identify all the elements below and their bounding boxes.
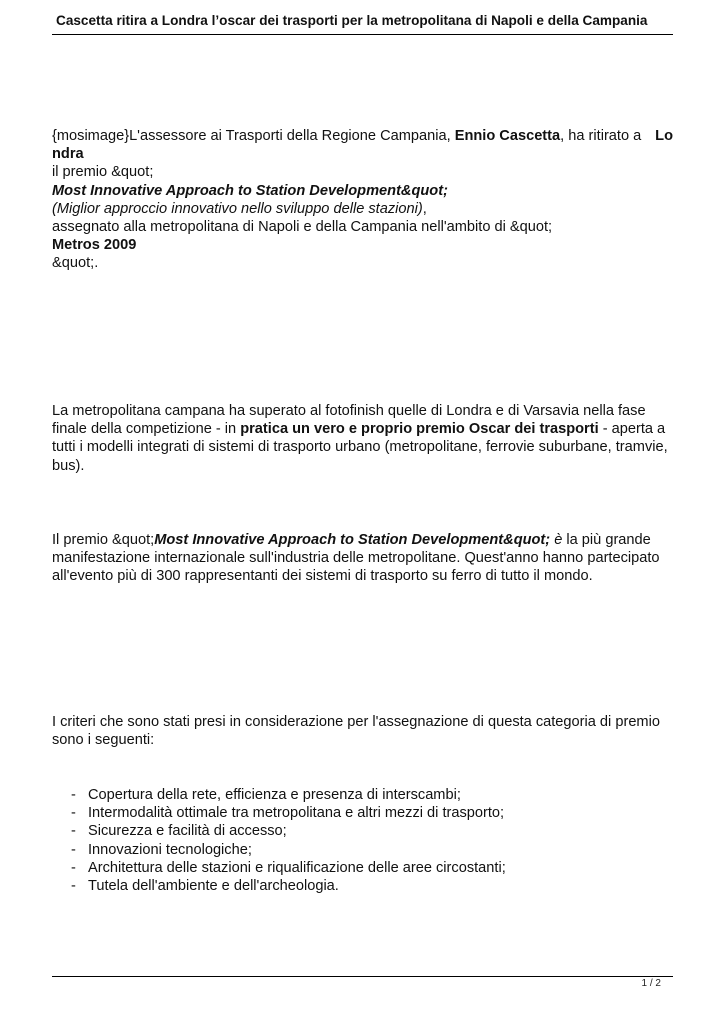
award-name: Most Innovative Approach to Station Development&quot;	[52, 182, 448, 199]
bullet-dash: -	[71, 859, 76, 876]
award-paragraph	[52, 531, 673, 586]
intro-text: {mosimage}L'assessore ai Trasporti della Regione Campania,	[52, 128, 455, 144]
criteria-item-text: Innovazioni tecnologiche;	[88, 841, 252, 858]
person-name: Ennio Cascetta	[454, 128, 561, 144]
intro-paragraph	[52, 127, 673, 273]
criteria-item-text: Tutela dell'ambiente e dell'archeologia.	[88, 878, 339, 895]
criteria-item	[52, 822, 673, 840]
criteria-item	[52, 786, 673, 804]
header-divider	[52, 34, 673, 35]
intro-text-2: , ha ritirato a	[560, 128, 642, 144]
criteria-item	[52, 841, 673, 859]
page-number: 1 / 2	[641, 978, 661, 989]
award-text: la più grande manifestazione internazionale sull'industria delle metropolitane. Quest'anno hanno partecipato all'evento più di 300 rappresentanti dei sistemi di trasporto su ferro di tutto il mondo.	[52, 532, 660, 585]
award-verb: è	[550, 532, 563, 548]
award-intro: Il premio &quot;	[52, 532, 155, 548]
premio-line: il premio &quot;	[52, 164, 154, 181]
award-name-2: Most Innovative Approach to Station Development&quot;	[154, 532, 551, 548]
criteria-list	[52, 786, 673, 895]
bullet-dash: -	[71, 841, 76, 858]
criteria-intro: I criteri che sono stati presi in considerazione per l'assegnazione di questa categoria di premio sono i seguenti:	[52, 714, 660, 749]
event-name: Metros 2009	[52, 237, 137, 254]
award-translation: (Miglior approccio innovativo nello sviluppo delle stazioni)	[52, 200, 423, 217]
page-header-title: Cascetta ritira a Londra l’oscar dei trasporti per la metropolitana di Napoli e della Campania	[56, 13, 648, 28]
criteria-item	[52, 804, 673, 822]
criteria-item-text: Architettura delle stazioni e riqualificazione delle aree circostanti;	[88, 859, 506, 876]
criteria-item-text: Copertura della rete, efficienza e presenza di interscambi;	[88, 787, 461, 803]
competition-text-2: - aperta a tutti i modelli integrati di sistemi di trasporto urbano (metropolitane, ferrovie suburbane, tramvie, bus).	[52, 421, 668, 474]
competition-text: La metropolitana campana ha superato al fotofinish quelle di Londra e di Varsavia nella fase finale della competizione - in	[52, 403, 646, 438]
bullet-dash: -	[71, 878, 76, 895]
bullet-dash: -	[71, 823, 76, 840]
intro-end: &quot;.	[52, 255, 99, 272]
criteria-item	[52, 859, 673, 877]
assigned-line: assegnato alla metropolitana di Napoli e della Campania nell'ambito di &quot;	[52, 219, 553, 236]
criteria-item-text: Intermodalità ottimale tra metropolitana e altri mezzi di trasporto;	[88, 805, 505, 822]
footer-divider	[52, 976, 673, 977]
criteria-item	[52, 877, 673, 895]
oscar-phrase: pratica un vero e proprio premio Oscar dei trasporti	[240, 421, 599, 438]
city-fragment-1: Lo	[655, 128, 673, 144]
city-fragment-2: ndra	[52, 146, 84, 163]
comma: ,	[422, 200, 427, 217]
criteria-item-text: Sicurezza e facilità di accesso;	[88, 823, 287, 840]
intro-line-1	[52, 127, 673, 145]
bullet-dash: -	[71, 805, 76, 822]
bullet-dash: -	[71, 787, 76, 803]
competition-paragraph	[52, 402, 673, 475]
